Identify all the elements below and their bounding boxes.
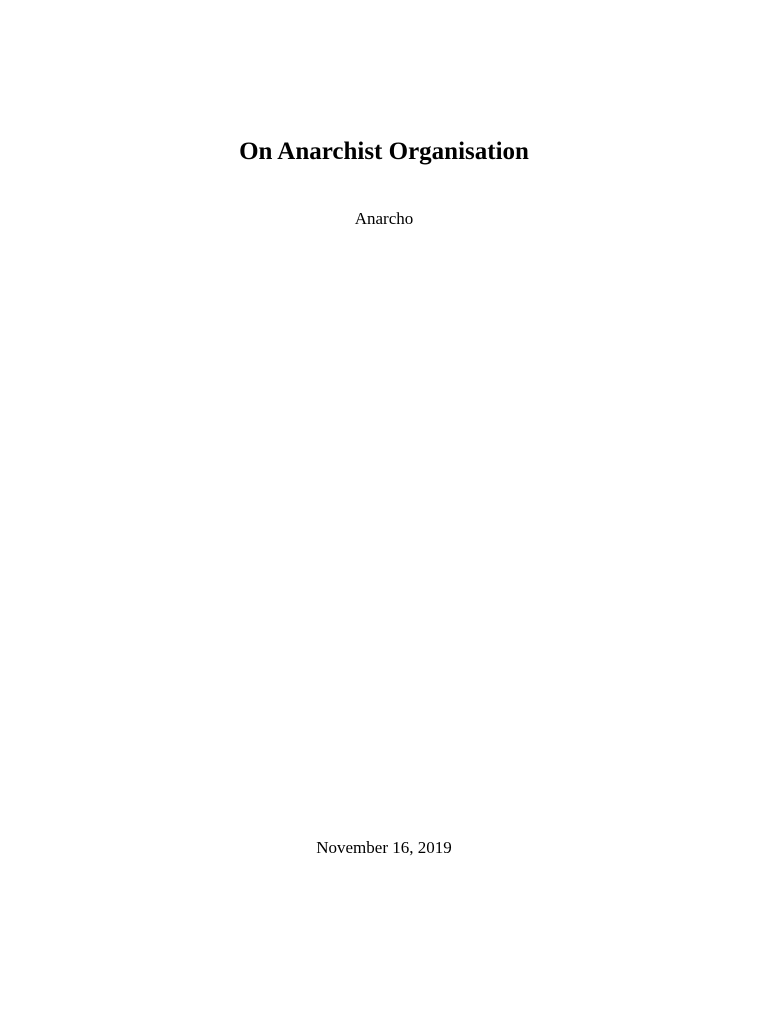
- document-title: On Anarchist Organisation: [239, 138, 529, 165]
- document-author: Anarcho: [354, 209, 414, 228]
- document-date: November 16, 2019: [316, 838, 452, 857]
